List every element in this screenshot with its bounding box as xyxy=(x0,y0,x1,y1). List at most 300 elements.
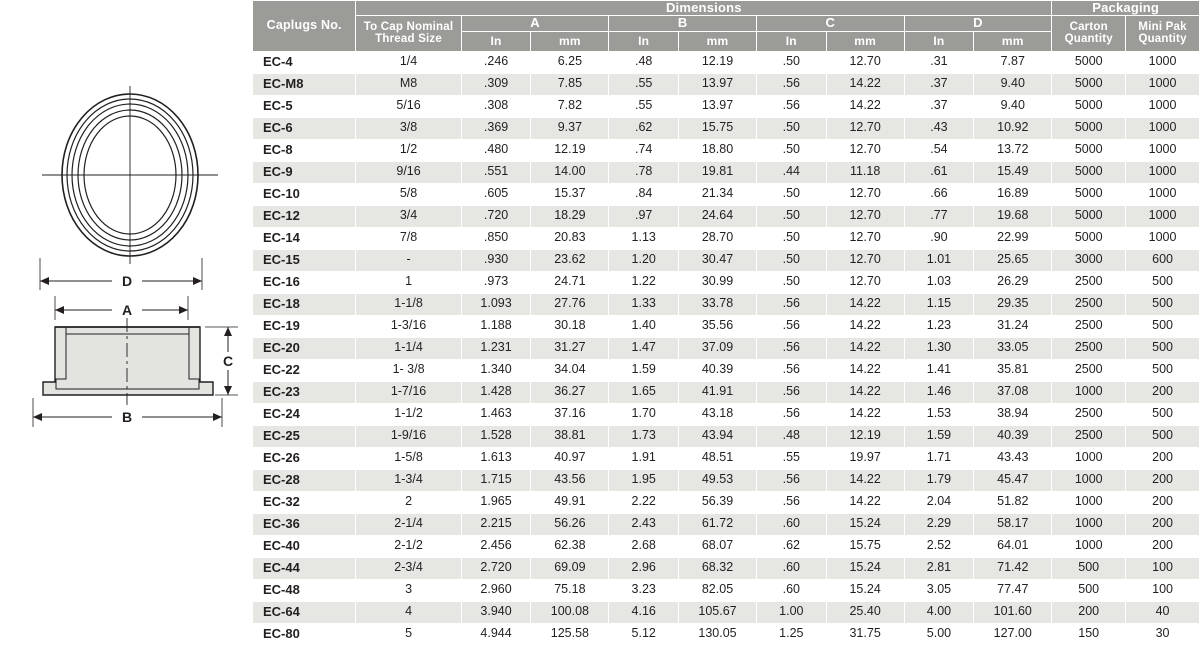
cell-d-mm: 77.47 xyxy=(974,579,1052,601)
cell-a-mm: 24.71 xyxy=(531,271,609,293)
cell-caplugs-no: EC-28 xyxy=(253,469,356,491)
cell-b-mm: 43.18 xyxy=(678,403,756,425)
cell-carton-quantity: 5000 xyxy=(1052,117,1126,139)
cell-d-mm: 38.94 xyxy=(974,403,1052,425)
cell-a-in: .480 xyxy=(461,139,531,161)
header-carton-line1: Carton xyxy=(1069,20,1108,33)
cell-c-in: .56 xyxy=(757,381,827,403)
cell-c-in: .50 xyxy=(757,51,827,73)
cell-d-in: 1.15 xyxy=(904,293,974,315)
cell-caplugs-no: EC-14 xyxy=(253,227,356,249)
header-b-mm: mm xyxy=(678,31,756,51)
cell-c-mm: 12.70 xyxy=(826,227,904,249)
cell-mini-pak-quantity: 100 xyxy=(1126,557,1200,579)
cell-b-mm: 35.56 xyxy=(678,315,756,337)
cell-carton-quantity: 1000 xyxy=(1052,447,1126,469)
cell-a-in: .605 xyxy=(461,183,531,205)
cell-mini-pak-quantity: 500 xyxy=(1126,425,1200,447)
header-c-in: In xyxy=(757,31,827,51)
cell-c-in: .56 xyxy=(757,469,827,491)
header-thread-size-line1: To Cap Nominal xyxy=(363,20,454,33)
cell-b-in: .84 xyxy=(609,183,679,205)
cell-carton-quantity: 3000 xyxy=(1052,249,1126,271)
cell-mini-pak-quantity: 200 xyxy=(1126,447,1200,469)
cell-a-in: 2.960 xyxy=(461,579,531,601)
cell-b-mm: 15.75 xyxy=(678,117,756,139)
cell-d-mm: 25.65 xyxy=(974,249,1052,271)
cell-d-in: 2.04 xyxy=(904,491,974,513)
cell-caplugs-no: EC-20 xyxy=(253,337,356,359)
cell-caplugs-no: EC-18 xyxy=(253,293,356,315)
header-b-in: In xyxy=(609,31,679,51)
table-row xyxy=(253,535,1200,557)
cell-d-mm: 26.29 xyxy=(974,271,1052,293)
cell-b-in: .48 xyxy=(609,51,679,73)
table-row xyxy=(253,139,1200,161)
cell-b-in: 1.33 xyxy=(609,293,679,315)
header-mini-line2: Quantity xyxy=(1138,33,1187,46)
cell-carton-quantity: 150 xyxy=(1052,623,1126,645)
cell-a-in: .551 xyxy=(461,161,531,183)
cell-carton-quantity: 2500 xyxy=(1052,359,1126,381)
cell-carton-quantity: 2500 xyxy=(1052,403,1126,425)
cell-b-mm: 13.97 xyxy=(678,95,756,117)
cell-caplugs-no: EC-10 xyxy=(253,183,356,205)
cell-b-mm: 49.53 xyxy=(678,469,756,491)
cell-thread-size: 1-7/16 xyxy=(356,381,461,403)
cell-mini-pak-quantity: 500 xyxy=(1126,271,1200,293)
cell-d-mm: 64.01 xyxy=(974,535,1052,557)
cell-a-mm: 69.09 xyxy=(531,557,609,579)
header-dimensions-group: Dimensions xyxy=(356,1,1052,16)
cell-d-mm: 29.35 xyxy=(974,293,1052,315)
cell-a-in: 1.188 xyxy=(461,315,531,337)
cell-c-in: .56 xyxy=(757,293,827,315)
diagram-svg xyxy=(0,0,252,583)
cell-caplugs-no: EC-5 xyxy=(253,95,356,117)
cell-b-mm: 30.47 xyxy=(678,249,756,271)
cell-b-mm: 61.72 xyxy=(678,513,756,535)
cell-c-mm: 15.24 xyxy=(826,513,904,535)
cell-d-in: 1.59 xyxy=(904,425,974,447)
cell-a-mm: 37.16 xyxy=(531,403,609,425)
cell-thread-size: 1/2 xyxy=(356,139,461,161)
cell-a-in: 3.940 xyxy=(461,601,531,623)
cell-d-in: 1.41 xyxy=(904,359,974,381)
table-row xyxy=(253,447,1200,469)
header-a-in: In xyxy=(461,31,531,51)
cell-carton-quantity: 2500 xyxy=(1052,337,1126,359)
cell-caplugs-no: EC-26 xyxy=(253,447,356,469)
cell-a-in: .246 xyxy=(461,51,531,73)
cell-mini-pak-quantity: 200 xyxy=(1126,535,1200,557)
cell-c-mm: 12.19 xyxy=(826,425,904,447)
cell-a-in: .973 xyxy=(461,271,531,293)
cell-b-in: .62 xyxy=(609,117,679,139)
cell-c-mm: 15.24 xyxy=(826,557,904,579)
cell-b-mm: 18.80 xyxy=(678,139,756,161)
cell-mini-pak-quantity: 500 xyxy=(1126,403,1200,425)
cell-d-mm: 9.40 xyxy=(974,95,1052,117)
cell-b-in: 1.20 xyxy=(609,249,679,271)
cell-c-in: .50 xyxy=(757,227,827,249)
cell-thread-size: 7/8 xyxy=(356,227,461,249)
cell-c-mm: 12.70 xyxy=(826,51,904,73)
cell-c-mm: 12.70 xyxy=(826,249,904,271)
cell-a-mm: 27.76 xyxy=(531,293,609,315)
header-carton-line2: Quantity xyxy=(1064,33,1113,46)
cell-d-in: .31 xyxy=(904,51,974,73)
cell-thread-size: 1-1/8 xyxy=(356,293,461,315)
cell-carton-quantity: 1000 xyxy=(1052,513,1126,535)
cell-a-in: 4.944 xyxy=(461,623,531,645)
cell-c-in: .56 xyxy=(757,315,827,337)
cell-a-in: 1.463 xyxy=(461,403,531,425)
cell-mini-pak-quantity: 500 xyxy=(1126,293,1200,315)
cell-caplugs-no: EC-80 xyxy=(253,623,356,645)
cell-c-mm: 14.22 xyxy=(826,293,904,315)
cell-d-mm: 101.60 xyxy=(974,601,1052,623)
cell-a-mm: 12.19 xyxy=(531,139,609,161)
header-caplugs-no: Caplugs No. xyxy=(253,1,356,52)
cell-c-mm: 15.24 xyxy=(826,579,904,601)
cell-mini-pak-quantity: 200 xyxy=(1126,513,1200,535)
cell-b-mm: 68.32 xyxy=(678,557,756,579)
header-group-b: B xyxy=(609,16,757,31)
table-row xyxy=(253,337,1200,359)
cell-c-mm: 12.70 xyxy=(826,139,904,161)
cell-c-in: .56 xyxy=(757,73,827,95)
cell-thread-size: 1-9/16 xyxy=(356,425,461,447)
cell-a-mm: 38.81 xyxy=(531,425,609,447)
cell-a-in: .369 xyxy=(461,117,531,139)
cell-mini-pak-quantity: 1000 xyxy=(1126,161,1200,183)
product-diagram-panel xyxy=(0,0,252,583)
cell-b-mm: 130.05 xyxy=(678,623,756,645)
cell-a-mm: 31.27 xyxy=(531,337,609,359)
cell-a-mm: 100.08 xyxy=(531,601,609,623)
cell-b-in: .55 xyxy=(609,95,679,117)
cell-thread-size: 1- 3/8 xyxy=(356,359,461,381)
cell-a-in: 1.093 xyxy=(461,293,531,315)
header-thread-size-line2: Thread Size xyxy=(375,33,442,46)
cell-thread-size: - xyxy=(356,249,461,271)
cell-mini-pak-quantity: 500 xyxy=(1126,337,1200,359)
cell-carton-quantity: 500 xyxy=(1052,557,1126,579)
cell-a-mm: 34.04 xyxy=(531,359,609,381)
cell-c-in: .60 xyxy=(757,513,827,535)
cell-d-in: 1.53 xyxy=(904,403,974,425)
table-row xyxy=(253,601,1200,623)
cell-mini-pak-quantity: 1000 xyxy=(1126,205,1200,227)
cell-mini-pak-quantity: 1000 xyxy=(1126,117,1200,139)
cell-c-mm: 14.22 xyxy=(826,315,904,337)
cell-c-in: .50 xyxy=(757,117,827,139)
cell-d-in: .37 xyxy=(904,73,974,95)
cell-thread-size: 2-1/4 xyxy=(356,513,461,535)
cell-c-in: .50 xyxy=(757,249,827,271)
cell-a-in: 1.715 xyxy=(461,469,531,491)
specifications-table xyxy=(252,0,1200,646)
cell-b-in: .97 xyxy=(609,205,679,227)
cell-caplugs-no: EC-48 xyxy=(253,579,356,601)
centerlines-top-view xyxy=(42,86,218,264)
cell-carton-quantity: 5000 xyxy=(1052,73,1126,95)
cell-b-in: 1.47 xyxy=(609,337,679,359)
cell-a-mm: 43.56 xyxy=(531,469,609,491)
cell-thread-size: 2-1/2 xyxy=(356,535,461,557)
cell-mini-pak-quantity: 1000 xyxy=(1126,51,1200,73)
cell-d-mm: 7.87 xyxy=(974,51,1052,73)
cell-d-mm: 13.72 xyxy=(974,139,1052,161)
cell-c-in: .50 xyxy=(757,139,827,161)
cell-a-mm: 18.29 xyxy=(531,205,609,227)
cell-carton-quantity: 5000 xyxy=(1052,205,1126,227)
dimension-label-b: B xyxy=(121,409,133,425)
cell-c-in: .60 xyxy=(757,579,827,601)
table-row xyxy=(253,95,1200,117)
cell-a-in: 2.720 xyxy=(461,557,531,579)
cell-thread-size: 5/8 xyxy=(356,183,461,205)
table-header xyxy=(253,1,1200,52)
table-body xyxy=(253,51,1200,645)
cell-b-in: .78 xyxy=(609,161,679,183)
cell-caplugs-no: EC-M8 xyxy=(253,73,356,95)
cell-a-in: 1.231 xyxy=(461,337,531,359)
cell-a-in: .930 xyxy=(461,249,531,271)
cell-d-in: 1.03 xyxy=(904,271,974,293)
header-thread-size xyxy=(356,16,461,51)
cell-b-in: 2.22 xyxy=(609,491,679,513)
cell-a-in: 1.965 xyxy=(461,491,531,513)
cell-b-mm: 105.67 xyxy=(678,601,756,623)
cell-b-in: 1.73 xyxy=(609,425,679,447)
table-row xyxy=(253,51,1200,73)
cell-caplugs-no: EC-19 xyxy=(253,315,356,337)
cell-a-mm: 23.62 xyxy=(531,249,609,271)
cell-c-mm: 14.22 xyxy=(826,95,904,117)
cell-b-in: 3.23 xyxy=(609,579,679,601)
table-row xyxy=(253,491,1200,513)
cell-d-mm: 33.05 xyxy=(974,337,1052,359)
cell-thread-size: 1-1/2 xyxy=(356,403,461,425)
cell-c-in: .55 xyxy=(757,447,827,469)
cell-c-in: .56 xyxy=(757,95,827,117)
cell-a-in: .308 xyxy=(461,95,531,117)
cell-a-mm: 125.58 xyxy=(531,623,609,645)
cell-thread-size: M8 xyxy=(356,73,461,95)
cell-a-in: 1.528 xyxy=(461,425,531,447)
cell-caplugs-no: EC-36 xyxy=(253,513,356,535)
cap-cross-section-view xyxy=(43,327,213,395)
cell-d-mm: 35.81 xyxy=(974,359,1052,381)
cell-c-mm: 14.22 xyxy=(826,381,904,403)
cell-b-in: 1.91 xyxy=(609,447,679,469)
cell-carton-quantity: 1000 xyxy=(1052,469,1126,491)
cell-mini-pak-quantity: 1000 xyxy=(1126,183,1200,205)
table-row xyxy=(253,425,1200,447)
cell-b-mm: 82.05 xyxy=(678,579,756,601)
cell-thread-size: 1/4 xyxy=(356,51,461,73)
cell-c-mm: 14.22 xyxy=(826,73,904,95)
cell-d-mm: 51.82 xyxy=(974,491,1052,513)
cell-c-mm: 25.40 xyxy=(826,601,904,623)
cell-caplugs-no: EC-64 xyxy=(253,601,356,623)
cell-carton-quantity: 5000 xyxy=(1052,139,1126,161)
cell-d-in: 2.52 xyxy=(904,535,974,557)
cell-caplugs-no: EC-9 xyxy=(253,161,356,183)
cell-c-mm: 14.22 xyxy=(826,337,904,359)
cell-thread-size: 5 xyxy=(356,623,461,645)
cell-a-mm: 62.38 xyxy=(531,535,609,557)
header-row-2 xyxy=(253,16,1200,31)
cell-a-mm: 49.91 xyxy=(531,491,609,513)
cell-d-in: 3.05 xyxy=(904,579,974,601)
cell-mini-pak-quantity: 600 xyxy=(1126,249,1200,271)
cell-c-in: 1.25 xyxy=(757,623,827,645)
header-c-mm: mm xyxy=(826,31,904,51)
cell-d-in: .54 xyxy=(904,139,974,161)
cell-b-mm: 37.09 xyxy=(678,337,756,359)
table-row xyxy=(253,73,1200,95)
header-a-mm: mm xyxy=(531,31,609,51)
cell-thread-size: 1-3/4 xyxy=(356,469,461,491)
cell-c-mm: 15.75 xyxy=(826,535,904,557)
cell-d-mm: 43.43 xyxy=(974,447,1052,469)
cell-b-mm: 33.78 xyxy=(678,293,756,315)
cell-c-in: .56 xyxy=(757,403,827,425)
cell-d-mm: 22.99 xyxy=(974,227,1052,249)
cell-c-mm: 11.18 xyxy=(826,161,904,183)
cell-c-mm: 12.70 xyxy=(826,205,904,227)
cell-b-in: 2.96 xyxy=(609,557,679,579)
cell-b-in: 1.95 xyxy=(609,469,679,491)
cell-a-mm: 15.37 xyxy=(531,183,609,205)
cell-carton-quantity: 1000 xyxy=(1052,381,1126,403)
cell-c-in: .48 xyxy=(757,425,827,447)
cell-b-in: 1.59 xyxy=(609,359,679,381)
cell-d-in: 1.79 xyxy=(904,469,974,491)
cell-a-in: 1.340 xyxy=(461,359,531,381)
cell-caplugs-no: EC-8 xyxy=(253,139,356,161)
cell-a-mm: 56.26 xyxy=(531,513,609,535)
cell-b-mm: 30.99 xyxy=(678,271,756,293)
cell-b-in: .55 xyxy=(609,73,679,95)
cell-b-mm: 13.97 xyxy=(678,73,756,95)
cell-caplugs-no: EC-44 xyxy=(253,557,356,579)
cell-caplugs-no: EC-40 xyxy=(253,535,356,557)
cell-b-mm: 12.19 xyxy=(678,51,756,73)
cell-carton-quantity: 5000 xyxy=(1052,161,1126,183)
table-row xyxy=(253,513,1200,535)
cell-carton-quantity: 500 xyxy=(1052,579,1126,601)
cell-b-in: 1.13 xyxy=(609,227,679,249)
header-group-c: C xyxy=(757,16,905,31)
cell-d-mm: 40.39 xyxy=(974,425,1052,447)
header-carton-quantity xyxy=(1052,16,1126,51)
cell-mini-pak-quantity: 1000 xyxy=(1126,95,1200,117)
cell-c-in: .44 xyxy=(757,161,827,183)
cell-thread-size: 1-5/8 xyxy=(356,447,461,469)
cell-c-in: .56 xyxy=(757,359,827,381)
cell-d-in: .77 xyxy=(904,205,974,227)
cell-c-in: .50 xyxy=(757,271,827,293)
cell-b-mm: 41.91 xyxy=(678,381,756,403)
cell-b-mm: 48.51 xyxy=(678,447,756,469)
table-row xyxy=(253,403,1200,425)
cell-b-mm: 40.39 xyxy=(678,359,756,381)
cell-c-mm: 19.97 xyxy=(826,447,904,469)
cell-caplugs-no: EC-32 xyxy=(253,491,356,513)
cell-c-mm: 12.70 xyxy=(826,183,904,205)
cell-c-in: .50 xyxy=(757,183,827,205)
cell-c-in: 1.00 xyxy=(757,601,827,623)
cell-carton-quantity: 2500 xyxy=(1052,315,1126,337)
cell-c-in: .62 xyxy=(757,535,827,557)
cell-thread-size: 3/4 xyxy=(356,205,461,227)
cell-a-in: .720 xyxy=(461,205,531,227)
cell-d-mm: 45.47 xyxy=(974,469,1052,491)
cell-d-mm: 16.89 xyxy=(974,183,1052,205)
cell-d-in: .90 xyxy=(904,227,974,249)
cell-d-in: .66 xyxy=(904,183,974,205)
table-row xyxy=(253,315,1200,337)
cell-mini-pak-quantity: 40 xyxy=(1126,601,1200,623)
cell-b-in: 4.16 xyxy=(609,601,679,623)
cell-thread-size: 5/16 xyxy=(356,95,461,117)
cell-c-mm: 31.75 xyxy=(826,623,904,645)
cell-a-mm: 30.18 xyxy=(531,315,609,337)
cell-mini-pak-quantity: 1000 xyxy=(1126,139,1200,161)
cell-c-in: .60 xyxy=(757,557,827,579)
table-row xyxy=(253,381,1200,403)
cell-thread-size: 3/8 xyxy=(356,117,461,139)
cell-mini-pak-quantity: 100 xyxy=(1126,579,1200,601)
cell-b-in: .74 xyxy=(609,139,679,161)
cell-carton-quantity: 2500 xyxy=(1052,293,1126,315)
cell-c-mm: 14.22 xyxy=(826,359,904,381)
cell-a-mm: 20.83 xyxy=(531,227,609,249)
table-row xyxy=(253,117,1200,139)
cell-a-in: .309 xyxy=(461,73,531,95)
cell-a-mm: 6.25 xyxy=(531,51,609,73)
cell-b-in: 1.65 xyxy=(609,381,679,403)
cell-caplugs-no: EC-4 xyxy=(253,51,356,73)
cell-c-mm: 12.70 xyxy=(826,271,904,293)
cell-carton-quantity: 5000 xyxy=(1052,95,1126,117)
cell-a-mm: 36.27 xyxy=(531,381,609,403)
cell-a-mm: 7.85 xyxy=(531,73,609,95)
table-row xyxy=(253,359,1200,381)
table-row xyxy=(253,557,1200,579)
cell-mini-pak-quantity: 500 xyxy=(1126,359,1200,381)
header-d-mm: mm xyxy=(974,31,1052,51)
cell-d-in: 2.29 xyxy=(904,513,974,535)
cell-carton-quantity: 2500 xyxy=(1052,271,1126,293)
cell-caplugs-no: EC-15 xyxy=(253,249,356,271)
cell-carton-quantity: 5000 xyxy=(1052,51,1126,73)
cell-b-in: 2.43 xyxy=(609,513,679,535)
cell-d-in: .43 xyxy=(904,117,974,139)
cell-a-mm: 7.82 xyxy=(531,95,609,117)
cell-a-mm: 14.00 xyxy=(531,161,609,183)
header-row-1 xyxy=(253,1,1200,16)
header-group-d: D xyxy=(904,16,1052,31)
cell-carton-quantity: 200 xyxy=(1052,601,1126,623)
cell-a-in: 2.215 xyxy=(461,513,531,535)
cell-d-mm: 10.92 xyxy=(974,117,1052,139)
cell-caplugs-no: EC-24 xyxy=(253,403,356,425)
